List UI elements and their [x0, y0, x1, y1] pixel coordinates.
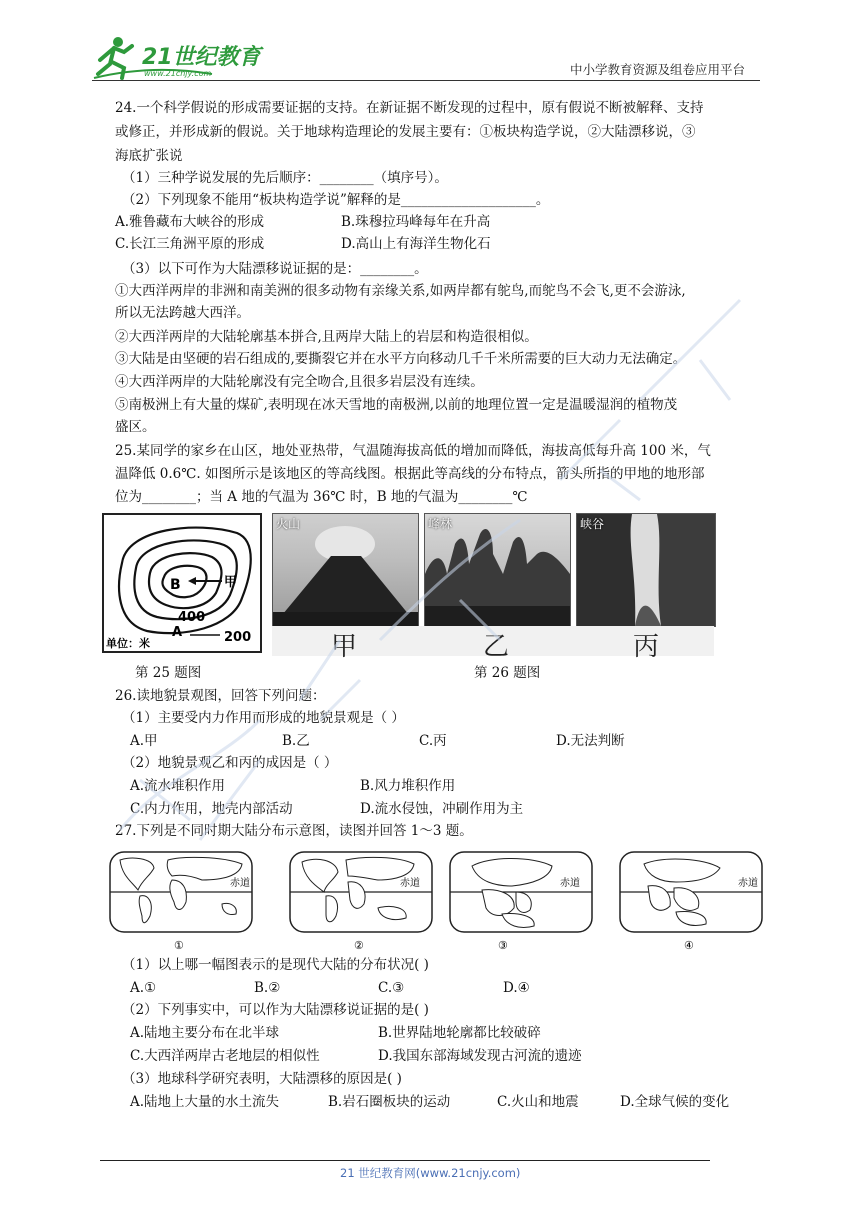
footer-link[interactable]: 21 世纪教育网(www.21cnjy.com) — [340, 1166, 521, 1180]
q24-option-c: C.长江三角洲平原的形成 — [115, 236, 265, 252]
q27-title: 27.下列是不同时期大陆分布示意图，读图并回答 1～3 题。 — [115, 823, 473, 839]
q24-option-b: B.珠穆拉玛峰每年在升高 — [341, 214, 491, 230]
footer-rule — [100, 1160, 710, 1161]
peak-forest-photo — [424, 513, 571, 627]
contour-map-figure — [102, 513, 262, 653]
q24-evidence5b: 盛区。 — [115, 419, 156, 435]
q24-intro-line3: 海底扩张说 — [115, 148, 183, 164]
logo-text: 21世纪教育 — [142, 45, 261, 70]
q27-opt-c3: C.火山和地震 — [497, 1094, 579, 1110]
q26-title: 26.读地貌景观图，回答下列问题： — [115, 688, 326, 704]
q24-evidence3: ③大陆是由坚硬的岩石组成的,要撕裂它并在水平方向移动几千千米所需要的巨大动力无法确定。 — [115, 351, 687, 367]
q25-line3: 位为________；当 A 地的气温为 36℃ 时，B 地的气温为________℃ — [115, 489, 528, 505]
q27-opt-a3: A.陆地上大量的水土流失 — [130, 1094, 280, 1110]
caption-bing: 丙 — [633, 632, 660, 662]
label-a: A — [172, 625, 183, 640]
q27-opt-b1: B.② — [254, 980, 281, 996]
q24-evidence4: ④大西洋两岸的大陆轮廓没有完全吻合,且很多岩层没有连续。 — [115, 374, 484, 390]
logo-url: www.21cnjy.com — [144, 69, 212, 78]
fig26-caption: 第 26 题图 — [474, 665, 541, 681]
q24-evidence2: ②大西洋两岸的大陆轮廓基本拼合,且两岸大陆上的岩层和构造很相似。 — [115, 329, 538, 345]
map-3 — [442, 846, 600, 952]
q27-sub1: （1）以上哪一幅图表示的是现代大陆的分布状况( ) — [122, 957, 429, 973]
q26-opt-a2: A.流水堆积作用 — [130, 778, 226, 794]
map-4 — [612, 846, 770, 952]
q27-opt-a1: A.① — [130, 980, 157, 996]
q27-opt-b2: B.世界陆地轮廓都比较破碎 — [378, 1025, 541, 1041]
label-jia: 甲 — [224, 575, 238, 590]
photo-label-peak-forest: 峰林 — [428, 517, 453, 531]
q26-opt-b2: B.风力堆积作用 — [360, 778, 456, 794]
map-marker-2: ② — [354, 939, 364, 952]
q26-opt-b1: B.乙 — [282, 733, 310, 749]
q26-opt-a1: A.甲 — [130, 733, 158, 749]
q26-opt-d2: D.流水侵蚀，冲刷作用为主 — [360, 801, 524, 817]
map-1-modern — [102, 846, 260, 952]
q25-line1: 25.某同学的家乡在山区，地处亚热带，气温随海拔高低的增加而降低，海拔高低每升高 100 米，气 — [115, 443, 711, 459]
q27-opt-d3: D.全球气候的变化 — [620, 1094, 730, 1110]
q27-opt-d2: D.我国东部海域发现古河流的遗迹 — [378, 1048, 582, 1064]
volcano-photo — [272, 513, 419, 627]
q24-sub3: （3）以下可作为大陆漂移说证据的是：________。 — [122, 261, 428, 277]
canyon-photo — [576, 513, 716, 627]
q26-sub2: （2）地貌景观乙和丙的成因是（ ） — [122, 755, 338, 771]
q24-sub2: （2）下列现象不能用“板块构造学说”解释的是____________________。 — [122, 192, 550, 208]
site-logo — [92, 34, 267, 82]
equator-label-2: 赤道 — [400, 878, 420, 889]
equator-label-1: 赤道 — [230, 878, 250, 889]
map-marker-3: ③ — [498, 939, 508, 952]
label-200: 200 — [224, 630, 252, 645]
q27-opt-c2: C.大西洋两岸古老地层的相似性 — [130, 1048, 320, 1064]
q24-evidence1a: ①大西洋两岸的非洲和南美洲的很多动物有亲缘关系,如两岸都有鸵鸟,而鸵鸟不会飞,更不会游泳, — [115, 283, 686, 299]
label-b: B — [170, 577, 181, 593]
q24-option-a: A.雅鲁藏布大峡谷的形成 — [115, 214, 265, 230]
equator-label-3: 赤道 — [560, 878, 580, 889]
q27-sub2: （2）下列事实中，可以作为大陆漂移说证据的是( ) — [122, 1002, 429, 1018]
q26-opt-d1: D.无法判断 — [556, 733, 625, 749]
caption-yi: 乙 — [483, 632, 510, 662]
q24-intro-line1: 24.一个科学假说的形成需要证据的支持。在新证据不断发现的过程中，原有假说不断被解释、支持 — [115, 100, 704, 116]
map-marker-4: ④ — [684, 939, 694, 952]
header-rule — [92, 80, 760, 81]
q24-evidence5a: ⑤南极洲上有大量的煤矿,表明现在冰天雪地的南极洲,以前的地理位置一定是温暖湿润的植物茂 — [115, 397, 678, 413]
q26-opt-c2: C.内力作用，地壳内部活动 — [130, 801, 293, 817]
photo-label-canyon: 峡谷 — [580, 517, 605, 531]
equator-label-4: 赤道 — [738, 878, 758, 889]
q27-opt-c1: C.③ — [378, 980, 405, 996]
caption-jia: 甲 — [331, 632, 358, 662]
photo-label-volcano: 火山 — [276, 517, 301, 531]
q27-opt-a2: A.陆地主要分布在北半球 — [130, 1025, 280, 1041]
fig25-caption: 第 25 题图 — [135, 665, 202, 681]
q24-evidence1b: 所以无法跨越大西洋。 — [115, 305, 250, 321]
q25-line2: 温降低 0.6℃. 如图所示是该地区的等高线图。根据此等高线的分布特点，箭头所指的甲地的地形部 — [115, 466, 705, 482]
map-2 — [282, 846, 440, 952]
q27-opt-d1: D.④ — [503, 980, 530, 996]
q24-sub1: （1）三种学说发展的先后顺序：________（填序号）。 — [122, 170, 448, 186]
label-unit: 单位：米 — [106, 637, 150, 650]
label-400: 400 — [178, 610, 206, 625]
platform-title: 中小学教育资源及组卷应用平台 — [570, 62, 746, 77]
q27-opt-b3: B.岩石圈板块的运动 — [328, 1094, 451, 1110]
q26-sub1: （1）主要受内力作用而形成的地貌景观是（ ） — [122, 710, 405, 726]
map-marker-1: ① — [174, 939, 184, 952]
q27-sub3: （3）地球科学研究表明，大陆漂移的原因是( ) — [122, 1071, 402, 1087]
q26-opt-c1: C.丙 — [419, 733, 447, 749]
q24-intro-line2: 或修正，并形成新的假说。关于地球构造理论的发展主要有：①板块构造学说，②大陆漂移说，③ — [115, 124, 696, 140]
q24-option-d: D.高山上有海洋生物化石 — [341, 236, 491, 252]
